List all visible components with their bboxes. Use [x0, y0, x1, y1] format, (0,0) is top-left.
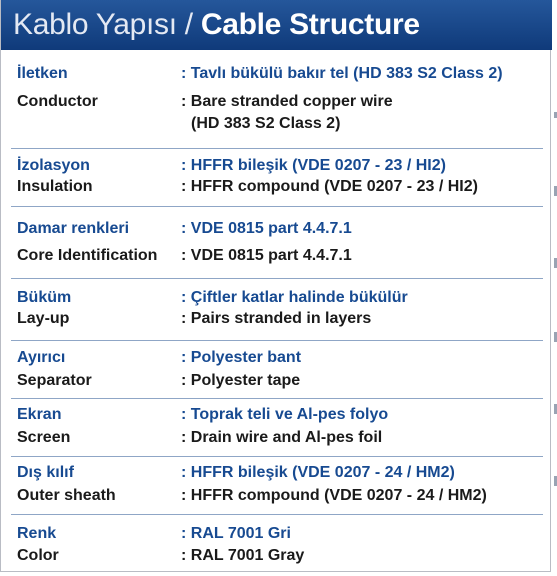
value-turkish: : HFFR bileşik (VDE 0207 - 23 / HI2): [181, 157, 446, 174]
right-edge-accent: [552, 0, 557, 576]
label-turkish: Renk: [17, 525, 57, 542]
section-screen: [11, 398, 543, 456]
label-english: Color: [17, 547, 59, 564]
value-turkish: : Toprak teli ve Al-pes folyo: [181, 406, 389, 423]
value-turkish: : VDE 0815 part 4.4.7.1: [181, 220, 352, 237]
section-conductor: [11, 58, 543, 148]
value-english: : Polyester tape: [181, 372, 301, 389]
label-english: Conductor: [17, 93, 98, 110]
value-english: : Bare stranded copper wire: [181, 93, 393, 110]
section-outer-sheath: [11, 456, 543, 514]
value-english: : Drain wire and Al-pes foil: [181, 429, 383, 446]
label-english: Insulation: [17, 178, 93, 195]
value-english: : RAL 7001 Gray: [181, 547, 305, 564]
label-english: Lay-up: [17, 310, 70, 327]
label-english: Screen: [17, 429, 71, 446]
value-english: : VDE 0815 part 4.4.7.1: [181, 247, 352, 264]
label-english: Separator: [17, 372, 92, 389]
page-title: [13, 8, 420, 42]
section-separator: [11, 340, 543, 398]
label-turkish: Büküm: [17, 289, 72, 306]
label-turkish: Ayırıcı: [17, 349, 66, 366]
value-turkish: : RAL 7001 Gri: [181, 525, 291, 542]
title-english: Cable Structure: [200, 8, 420, 41]
value-turkish: : HFFR bileşik (VDE 0207 - 24 / HM2): [181, 464, 455, 481]
value-english-continued: (HD 383 S2 Class 2): [191, 115, 341, 132]
section-insulation: [11, 148, 543, 206]
label-turkish: İzolasyon: [17, 157, 90, 174]
value-english: : HFFR compound (VDE 0207 - 23 / HI2): [181, 178, 478, 195]
header-bar: [1, 0, 552, 50]
label-english: Core Identification: [17, 247, 158, 264]
value-english: : HFFR compound (VDE 0207 - 24 / HM2): [181, 487, 487, 504]
section-lay-up: [11, 278, 543, 340]
label-english: Outer sheath: [17, 487, 116, 504]
label-turkish: İletken: [17, 65, 68, 82]
section-color: [11, 514, 543, 570]
value-english: : Pairs stranded in layers: [181, 310, 372, 327]
section-core-identification: [11, 206, 543, 278]
title-turkish: Kablo Yapısı /: [13, 8, 201, 41]
value-turkish: : Polyester bant: [181, 349, 302, 366]
label-turkish: Dış kılıf: [17, 464, 74, 481]
label-turkish: Ekran: [17, 406, 62, 423]
value-turkish: : Tavlı bükülü bakır tel (HD 383 S2 Class 2): [181, 65, 503, 82]
label-turkish: Damar renkleri: [17, 220, 130, 237]
value-turkish: : Çiftler katlar halinde bükülür: [181, 289, 408, 306]
